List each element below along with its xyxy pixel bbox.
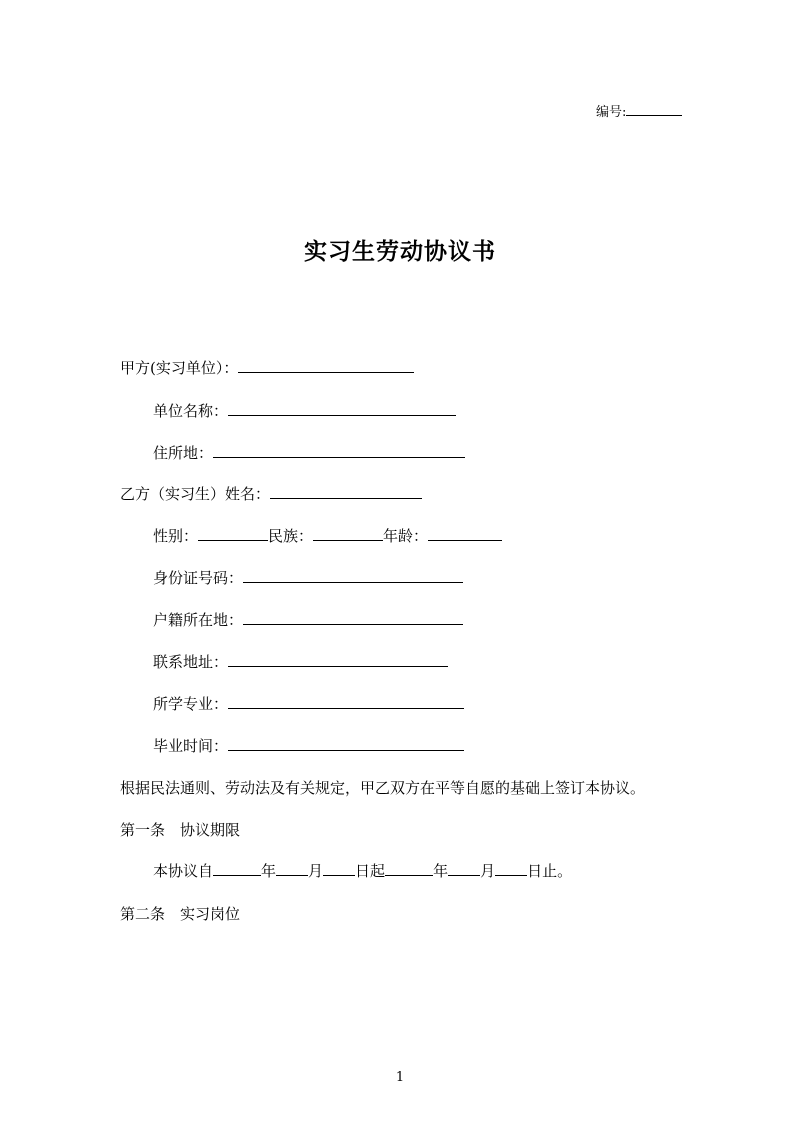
gender-label: 性别： bbox=[153, 527, 199, 545]
party-a-label: 甲方(实习单位）： bbox=[120, 359, 239, 377]
page-number: 1 bbox=[395, 1070, 405, 1085]
contact-address-label: 联系地址： bbox=[153, 653, 229, 671]
party-a-blank[interactable] bbox=[238, 358, 414, 373]
address-line bbox=[153, 443, 465, 463]
end-month-blank[interactable] bbox=[448, 861, 480, 876]
ethnicity-blank[interactable] bbox=[313, 526, 383, 541]
address-blank[interactable] bbox=[213, 443, 465, 458]
end-day-blank[interactable] bbox=[495, 861, 527, 876]
end-month-label: 月 bbox=[480, 862, 496, 880]
start-day-blank[interactable] bbox=[323, 861, 355, 876]
party-a-line bbox=[120, 358, 414, 378]
gender-blank[interactable] bbox=[198, 526, 268, 541]
age-label: 年龄： bbox=[383, 527, 429, 545]
graduation-label: 毕业时间： bbox=[153, 737, 229, 755]
start-year-label: 年 bbox=[261, 862, 277, 880]
id-number-label: 身份证号码： bbox=[153, 569, 244, 587]
end-year-label: 年 bbox=[433, 862, 449, 880]
household-label: 户籍所在地： bbox=[153, 611, 244, 629]
doc-number-field bbox=[596, 101, 682, 123]
ethnicity-label: 民族： bbox=[268, 527, 314, 545]
document-title: 实习生劳动协议书 bbox=[304, 238, 496, 265]
contact-address-blank[interactable] bbox=[228, 652, 448, 667]
graduation-blank[interactable] bbox=[228, 736, 464, 751]
unit-name-blank[interactable] bbox=[228, 401, 456, 416]
party-b-label: 乙方（实习生）姓名： bbox=[120, 485, 271, 503]
start-day-label: 日起 bbox=[355, 862, 386, 880]
gender-ethnicity-age-line bbox=[153, 526, 502, 546]
doc-number-blank[interactable] bbox=[626, 101, 682, 116]
end-year-blank[interactable] bbox=[385, 861, 433, 876]
household-line bbox=[153, 610, 463, 630]
party-b-name-blank[interactable] bbox=[270, 484, 422, 499]
term-from-label: 本协议自 bbox=[153, 862, 214, 880]
party-b-line bbox=[120, 484, 422, 504]
basis-paragraph: 根据民法通则、劳动法及有关规定，甲乙双方在平等自愿的基础上签订本协议。 bbox=[120, 779, 646, 797]
major-line bbox=[153, 694, 464, 714]
article2-heading: 第二条 实习岗位 bbox=[120, 905, 241, 923]
graduation-line bbox=[153, 736, 464, 756]
contact-address-line bbox=[153, 652, 448, 672]
address-label: 住所地： bbox=[153, 444, 214, 462]
start-month-label: 月 bbox=[308, 862, 324, 880]
unit-name-line bbox=[153, 401, 456, 421]
unit-name-label: 单位名称： bbox=[153, 402, 229, 420]
article1-heading: 第一条 协议期限 bbox=[120, 821, 241, 839]
household-blank[interactable] bbox=[243, 610, 463, 625]
major-label: 所学专业： bbox=[153, 695, 229, 713]
doc-number-label: 编号: bbox=[596, 105, 627, 120]
end-day-label: 日止。 bbox=[527, 862, 573, 880]
article1-term-line bbox=[153, 861, 572, 881]
id-number-blank[interactable] bbox=[243, 568, 463, 583]
start-year-blank[interactable] bbox=[213, 861, 261, 876]
id-number-line bbox=[153, 568, 463, 588]
major-blank[interactable] bbox=[228, 694, 464, 709]
age-blank[interactable] bbox=[428, 526, 502, 541]
start-month-blank[interactable] bbox=[276, 861, 308, 876]
